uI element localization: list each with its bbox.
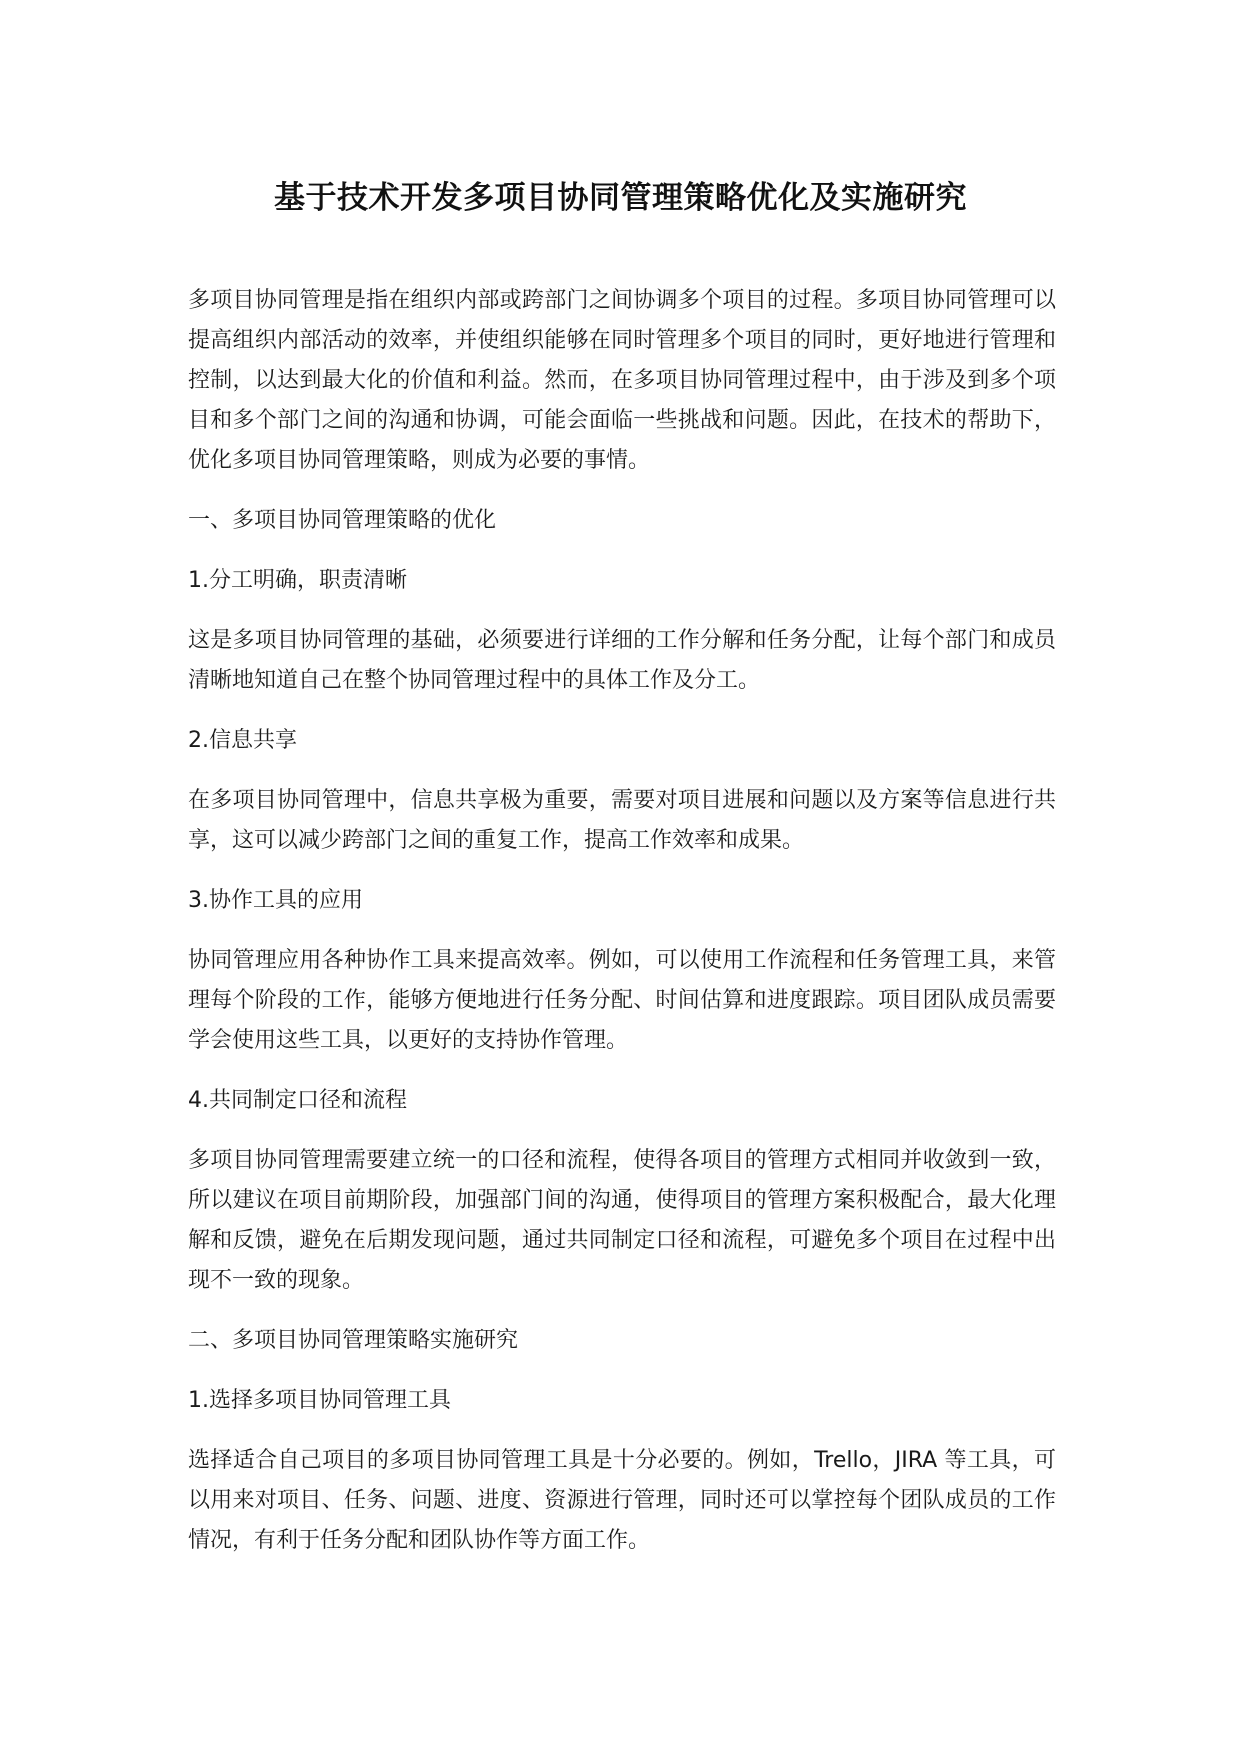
section-heading-1: 一、多项目协同管理策略的优化 (188, 508, 497, 533)
paragraph-1-4: 多项目协同管理需要建立统一的口径和流程，使得各项目的管理方式相同并收敛到一致，所以建议在项目前期阶段，加强部门间的沟通，使得项目的管理方案积极配合，最大化理解和反馈，避免在后期发现问题，通过共同制定口径和流程，可避免多个项目在过程中出现不一致的现象。 (188, 1148, 1056, 1293)
subheading-1-3: 3.协作工具的应用 (188, 888, 363, 913)
section-heading-2: 二、多项目协同管理策略实施研究 (188, 1328, 519, 1353)
paragraph-2-1: 选择适合自己项目的多项目协同管理工具是十分必要的。例如，Trello，JIRA 等工具，可以用来对项目、任务、问题、进度、资源进行管理，同时还可以掌控每个团队成员的工作情况，有利于任务分配和团队协作等方面工作。 (188, 1448, 1056, 1553)
subheading-1-1: 1.分工明确，职责清晰 (188, 568, 407, 593)
intro-paragraph: 多项目协同管理是指在组织内部或跨部门之间协调多个项目的过程。多项目协同管理可以提高组织内部活动的效率，并使组织能够在同时管理多个项目的同时，更好地进行管理和控制，以达到最大化的价值和利益。然而，在多项目协同管理过程中，由于涉及到多个项目和多个部门之间的沟通和协调，可能会面临一些挑战和问题。因此，在技术的帮助下，优化多项目协同管理策略，则成为必要的事情。 (188, 288, 1056, 473)
subheading-1-4: 4.共同制定口径和流程 (188, 1088, 407, 1113)
paragraph-1-1: 这是多项目协同管理的基础，必须要进行详细的工作分解和任务分配，让每个部门和成员清晰地知道自己在整个协同管理过程中的具体工作及分工。 (188, 628, 1056, 693)
paragraph-1-2: 在多项目协同管理中，信息共享极为重要，需要对项目进展和问题以及方案等信息进行共享，这可以减少跨部门之间的重复工作，提高工作效率和成果。 (188, 788, 1056, 853)
subheading-2-1: 1.选择多项目协同管理工具 (188, 1388, 451, 1413)
subheading-1-2: 2.信息共享 (188, 728, 297, 753)
document-body (188, 281, 1056, 1581)
paragraph-1-3: 协同管理应用各种协作工具来提高效率。例如，可以使用工作流程和任务管理工具，来管理每个阶段的工作，能够方便地进行任务分配、时间估算和进度跟踪。项目团队成员需要学会使用这些工具，以更好的支持协作管理。 (188, 948, 1056, 1053)
page-title: 基于技术开发多项目协同管理策略优化及实施研究 (274, 180, 967, 216)
